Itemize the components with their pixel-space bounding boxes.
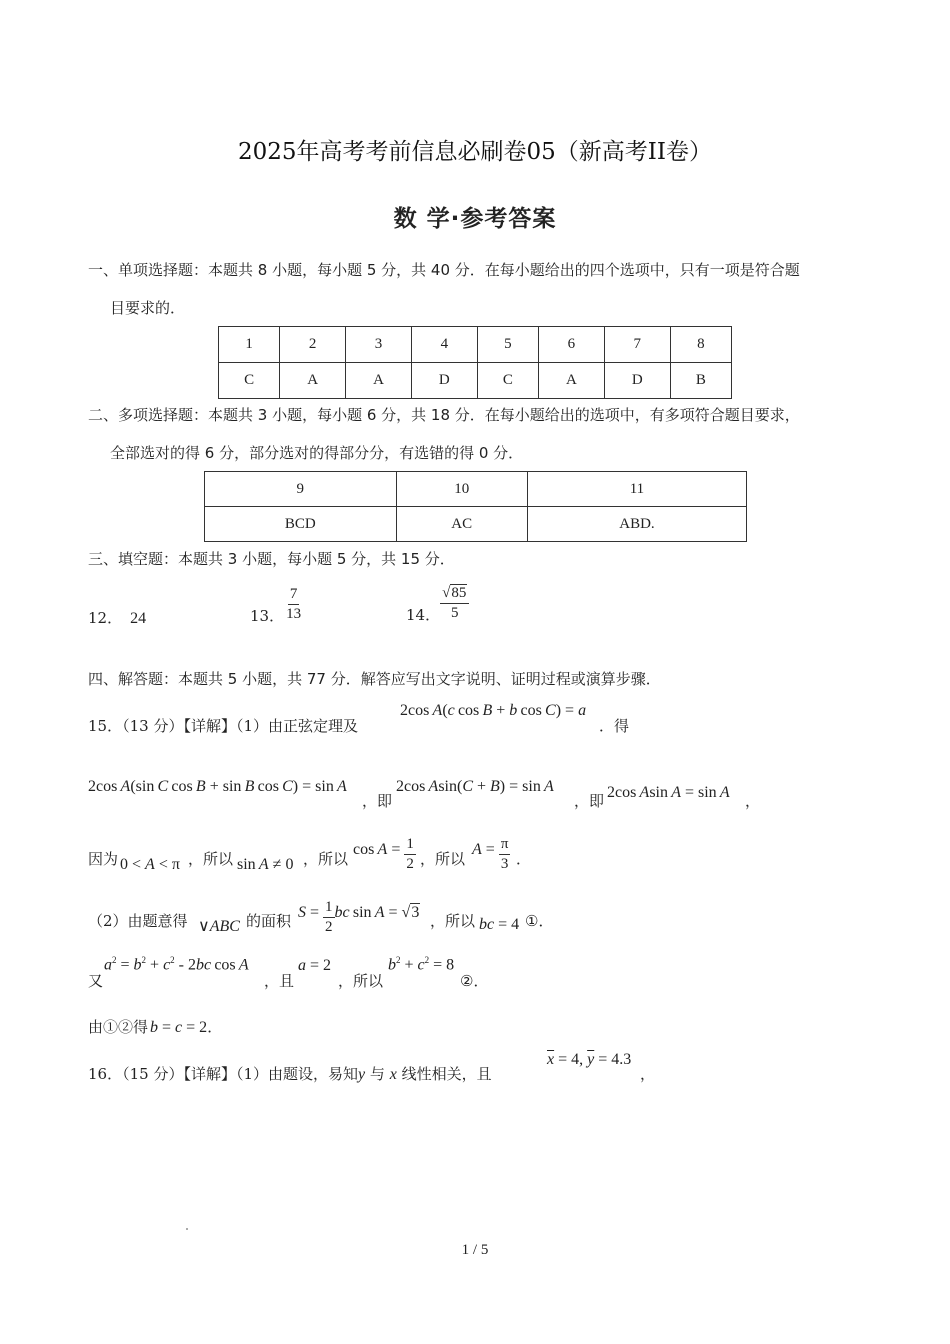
q12-answer bbox=[88, 607, 146, 628]
section2-header-row bbox=[205, 472, 747, 507]
q15-suoyi-5: ，所以 bbox=[338, 972, 384, 990]
table-cell: B bbox=[670, 363, 731, 399]
q15-cosine-law: $a^2 = b^2 + c^2 - 2bc$ cos A bbox=[104, 955, 249, 974]
section2-heading-cont: 全部选对的得 6 分，部分选对的得部分分，有选错的得 0 分． bbox=[110, 444, 524, 462]
fraction-numerator: 7 bbox=[288, 587, 300, 605]
table-cell: 7 bbox=[604, 327, 670, 363]
q15-period-1: ． bbox=[516, 850, 532, 868]
table-cell: 2 bbox=[280, 327, 346, 363]
table-cell: 3 bbox=[346, 327, 412, 363]
section2-heading: 二、多项选择题：本题共 3 小题，每小题 6 分，共 18 分．在每小题给出的选项中，有多项符合题目要求， bbox=[88, 406, 800, 424]
fraction-denominator: 13 bbox=[286, 606, 302, 622]
q15-equation-1: 2cos A(c cos B + b cos C) = a bbox=[400, 702, 587, 719]
fraction-numerator: π bbox=[499, 837, 511, 855]
var-x: x bbox=[389, 1066, 397, 1083]
q15-circ-1 bbox=[525, 910, 553, 931]
fraction bbox=[404, 837, 416, 872]
table-cell: D bbox=[604, 363, 670, 399]
section1-answer-row bbox=[219, 363, 732, 399]
period: ． bbox=[207, 1018, 223, 1036]
table-cell: 5 bbox=[477, 327, 538, 363]
q16-tail: 线性相关，且 bbox=[401, 1065, 492, 1083]
fraction-numerator: √85 bbox=[440, 586, 469, 604]
q15-bc: bc = 4 bbox=[479, 916, 520, 933]
q15-sin-neq: sin A ≠ 0 bbox=[237, 856, 294, 873]
q15-qie: ，且 bbox=[264, 972, 295, 990]
decorative-dot bbox=[186, 1228, 188, 1230]
q14-answer bbox=[406, 582, 469, 625]
q15-mianji: 的面积 bbox=[246, 912, 292, 930]
q15-suoyi-4: ，所以 bbox=[430, 912, 476, 930]
q15-suoyi-1: ，所以 bbox=[188, 850, 234, 868]
page-title: 2025年高考考前信息必刷卷05（新高考II卷） bbox=[238, 139, 712, 165]
q15-ji-2: ，即 bbox=[574, 792, 605, 810]
q15-you: 又 bbox=[88, 972, 104, 990]
section1-heading: 一、单项选择题：本题共 8 小题，每小题 5 分，共 40 分．在每小题给出的四个选项中，只有一项是符合题 bbox=[88, 261, 800, 279]
table-cell: 1 bbox=[219, 327, 280, 363]
table-cell: D bbox=[411, 363, 477, 399]
q15-area: S = $\frac{1}{2}$ bc sin A = √3 bbox=[298, 899, 420, 935]
section3-heading: 三、填空题：本题共 3 小题，每小题 5 分，共 15 分． bbox=[88, 550, 455, 568]
q15-triangle: ∨ABC bbox=[198, 918, 240, 935]
section4-heading: 四、解答题：本题共 5 小题，共 77 分．解答应写出文字说明、证明过程或演算步骤． bbox=[88, 670, 661, 688]
q15-conclusion-eq: b = c = 2 bbox=[150, 1019, 208, 1036]
q16-intro bbox=[88, 1063, 492, 1084]
q15-yinwei: 因为 bbox=[88, 850, 119, 868]
q15-suoyi-2: ，所以 bbox=[303, 850, 349, 868]
q15-equation-4: 2cos Asin A = sin A bbox=[607, 784, 730, 801]
q14-label: 14． bbox=[406, 606, 441, 624]
q12-value: 24 bbox=[130, 610, 147, 627]
fraction bbox=[499, 837, 511, 872]
table-cell: 4 bbox=[411, 327, 477, 363]
q16-means: $\overline{x} = 4$, $\overline{y} = 4.3$ bbox=[547, 1051, 632, 1068]
q15-a-value: a = 2 bbox=[298, 957, 332, 974]
q16-mid: 与 bbox=[369, 1065, 385, 1083]
fraction-denominator: 2 bbox=[325, 919, 333, 935]
circled-one: ① bbox=[525, 912, 539, 930]
table-cell: 9 bbox=[205, 472, 397, 507]
table-cell: 8 bbox=[670, 327, 731, 363]
section1-answer-table bbox=[218, 326, 732, 399]
q15-de: ．得 bbox=[599, 717, 630, 735]
q15-comma: ， bbox=[745, 792, 761, 810]
section2-answer-row bbox=[205, 507, 747, 542]
q15-circ-2 bbox=[460, 970, 488, 991]
fraction-numerator: 1 bbox=[404, 837, 416, 855]
fraction bbox=[323, 900, 335, 935]
section2-answer-table bbox=[204, 471, 747, 542]
page-number: 1 / 5 bbox=[461, 1242, 489, 1258]
table-cell: AC bbox=[396, 507, 527, 542]
fraction-denominator: 5 bbox=[450, 605, 459, 621]
period: ． bbox=[538, 912, 554, 930]
q15-range: 0 < A < π bbox=[120, 856, 180, 873]
table-cell: A bbox=[346, 363, 412, 399]
table-cell: BCD bbox=[205, 507, 397, 542]
q15-equation-2: 2cos A(sin C cos B + sin B cos C) = sin A bbox=[88, 778, 347, 795]
table-cell: 6 bbox=[539, 327, 605, 363]
section1-header-row bbox=[219, 327, 732, 363]
q13-fraction bbox=[284, 587, 303, 622]
q15-ji-1: ，即 bbox=[362, 792, 393, 810]
table-cell: 11 bbox=[527, 472, 746, 507]
table-cell: A bbox=[539, 363, 605, 399]
q13-answer bbox=[250, 583, 303, 626]
table-cell: C bbox=[477, 363, 538, 399]
q15-equation-3: 2cos Asin(C + B) = sin A bbox=[396, 778, 554, 795]
table-cell: 10 bbox=[396, 472, 527, 507]
q15-cos-value: cos A = $\frac{1}{2}$ bbox=[353, 836, 414, 872]
q12-label: 12． bbox=[88, 609, 123, 627]
page-subtitle: 数 学·参考答案 bbox=[393, 206, 557, 232]
q14-fraction bbox=[440, 586, 469, 621]
fraction-denominator: 2 bbox=[406, 856, 414, 872]
table-cell: A bbox=[280, 363, 346, 399]
q15-part2: （2）由题意得 bbox=[88, 912, 188, 930]
table-cell: C bbox=[219, 363, 280, 399]
period: ． bbox=[473, 972, 489, 990]
var-y: y bbox=[358, 1066, 366, 1083]
q15-suoyi-3: ，所以 bbox=[420, 850, 466, 868]
q15-conclusion-text: 由①②得 bbox=[88, 1018, 149, 1036]
sqrt-radicand: 85 bbox=[451, 585, 467, 601]
q15-conclusion bbox=[88, 1016, 222, 1037]
q16-comma: ， bbox=[640, 1065, 656, 1083]
q16-label: 16．（15 分）【详解】（1）由题设，易知 bbox=[88, 1065, 358, 1083]
section1-heading-cont: 目要求的． bbox=[110, 299, 186, 317]
table-cell: ABD. bbox=[527, 507, 746, 542]
circled-two: ② bbox=[460, 972, 474, 990]
fraction-denominator: 3 bbox=[500, 856, 509, 872]
q15-A-value: A = $\frac{\pi}{3}$ bbox=[472, 836, 509, 872]
q15-intro: 15．（13 分）【详解】（1）由正弦定理及 bbox=[88, 717, 358, 735]
q15-sum-squares: $b^2 + c^2 = 8$ bbox=[388, 955, 455, 974]
fraction-numerator: 1 bbox=[323, 900, 335, 918]
q13-label: 13． bbox=[250, 607, 285, 625]
